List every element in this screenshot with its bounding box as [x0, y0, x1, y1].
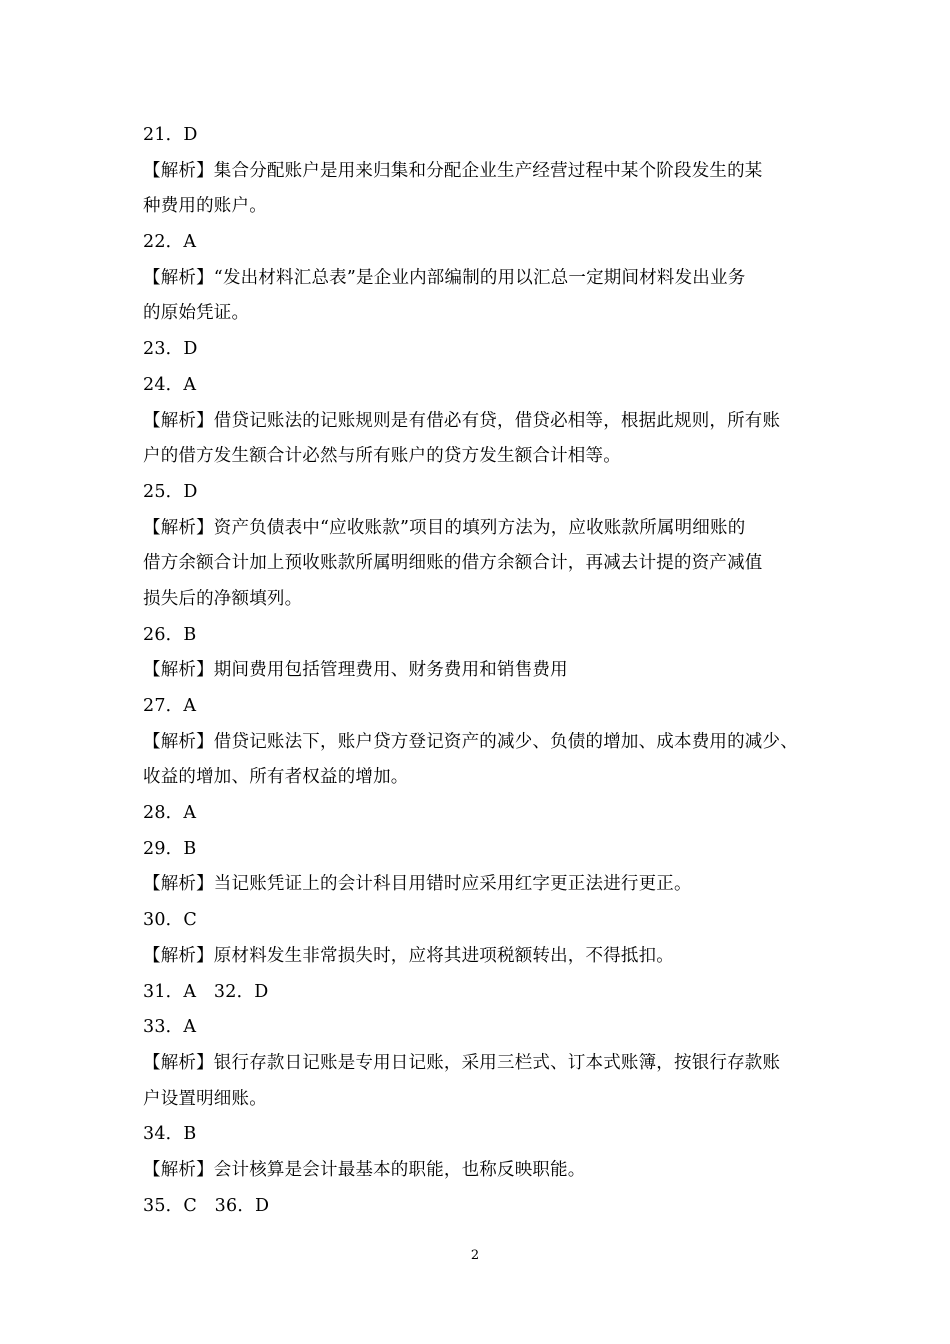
answer-content: [143, 118, 813, 1224]
answer-line: 28．A: [143, 803, 197, 824]
explanation-line: 收益的增加、所有者权益的增加。: [143, 767, 409, 788]
explanation-line: 【解析】资产负债表中“应收账款”项目的填列方法为，应收账款所属明细账的: [143, 517, 746, 538]
answer-line: 35．C 36．D: [143, 1195, 270, 1216]
explanation-line: 户设置明细账。: [143, 1088, 267, 1109]
answer-line: 33．A: [143, 1017, 197, 1038]
answer-line: 29．B: [143, 838, 197, 859]
explanation-line: 【解析】借贷记账法的记账规则是有借必有贷，借贷必相等，根据此规则，所有账: [143, 410, 781, 431]
explanation-line: 【解析】借贷记账法下，账户贷方登记资产的减少、负债的增加、成本费用的减少、: [143, 731, 798, 752]
explanation-line: 种费用的账户。: [143, 196, 267, 217]
page-number: 2: [470, 1248, 480, 1263]
answer-line: 24．A: [143, 374, 197, 395]
answer-line: 34．B: [143, 1124, 197, 1145]
explanation-line: 【解析】原材料发生非常损失时，应将其进项税额转出，不得抵扣。: [143, 945, 674, 966]
answer-line: 23．D: [143, 339, 198, 360]
explanation-line: 【解析】“发出材料汇总表”是企业内部编制的用以汇总一定期间材料发出业务: [143, 267, 746, 288]
explanation-line: 户的借方发生额合计必然与所有账户的贷方发生额合计相等。: [143, 446, 621, 467]
answer-line: 26．B: [143, 624, 197, 645]
explanation-line: 【解析】当记账凭证上的会计科目用错时应采用红字更正法进行更正。: [143, 874, 692, 895]
explanation-line: 【解析】集合分配账户是用来归集和分配企业生产经营过程中某个阶段发生的某: [143, 160, 763, 181]
explanation-line: 【解析】期间费用包括管理费用、财务费用和销售费用: [143, 660, 568, 681]
explanation-line: 的原始凭证。: [143, 303, 250, 324]
explanation-line: 【解析】银行存款日记账是专用日记账，采用三栏式、订本式账簿，按银行存款账: [143, 1052, 781, 1073]
answer-line: 25．D: [143, 481, 198, 502]
answer-line: 27．A: [143, 696, 197, 716]
answer-line: 30．C: [143, 910, 197, 931]
explanation-line: 借方余额合计加上预收账款所属明细账的借方余额合计，再减去计提的资产减值: [143, 553, 763, 574]
answer-line: 21．D: [143, 125, 198, 145]
explanation-line: 损失后的净额填列。: [143, 588, 303, 609]
answer-line: 31．A 32．D: [143, 981, 269, 1002]
answer-line: 22．A: [143, 232, 197, 253]
explanation-line: 【解析】会计核算是会计最基本的职能，也称反映职能。: [143, 1159, 586, 1180]
